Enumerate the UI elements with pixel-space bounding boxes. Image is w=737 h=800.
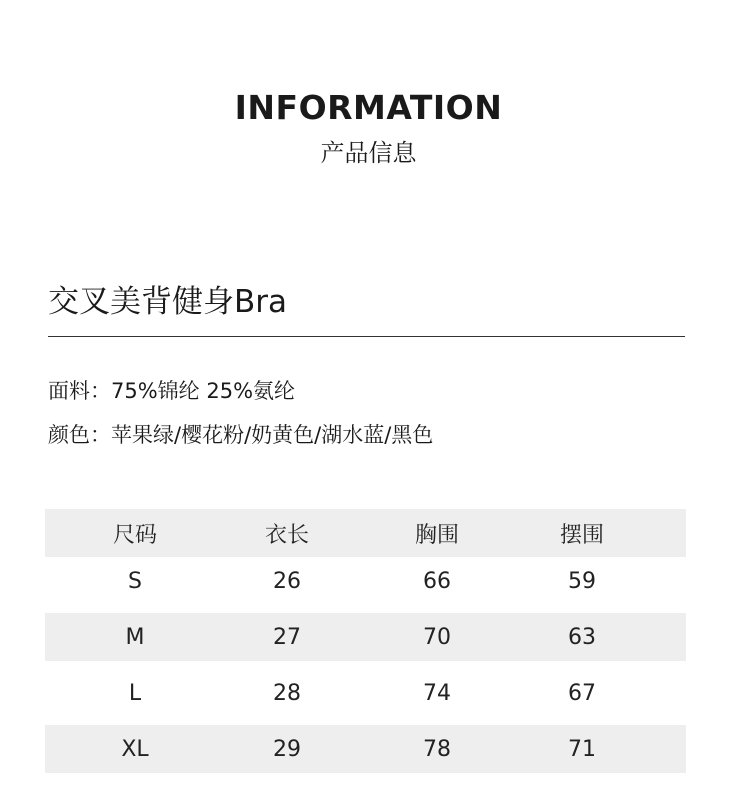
table-row [45, 613, 686, 661]
product-name: 交叉美背健身Bra [48, 284, 288, 320]
divider [48, 336, 685, 337]
material-spec: 面料：75%锦纶 25%氨纶 [48, 379, 296, 403]
cell-size: L [128, 680, 142, 706]
cell-size: XL [121, 736, 149, 762]
cell-chest: 74 [423, 680, 451, 706]
cell-size: S [128, 568, 142, 594]
header-title: INFORMATION [234, 88, 503, 127]
cell-length: 27 [273, 624, 301, 650]
table-header-row [45, 509, 686, 557]
cell-hem: 71 [568, 736, 596, 762]
table-row [45, 669, 686, 717]
cell-size: M [125, 624, 145, 650]
header-size: 尺码 [112, 522, 158, 548]
table-row [45, 725, 686, 773]
cell-chest: 70 [423, 624, 451, 650]
size-table [45, 509, 686, 773]
header-length: 衣长 [264, 522, 310, 548]
header-subtitle: 产品信息 [320, 139, 417, 167]
cell-hem: 63 [568, 624, 596, 650]
table-row [45, 557, 686, 605]
cell-chest: 66 [423, 568, 451, 594]
cell-length: 28 [273, 680, 301, 706]
cell-hem: 59 [568, 568, 596, 594]
cell-hem: 67 [568, 680, 596, 706]
cell-chest: 78 [423, 736, 451, 762]
cell-length: 26 [273, 568, 301, 594]
header-hem: 摆围 [559, 522, 605, 548]
cell-length: 29 [273, 736, 301, 762]
header-chest: 胸围 [414, 522, 460, 548]
color-spec: 颜色：苹果绿/樱花粉/奶黄色/湖水蓝/黑色 [48, 423, 434, 447]
